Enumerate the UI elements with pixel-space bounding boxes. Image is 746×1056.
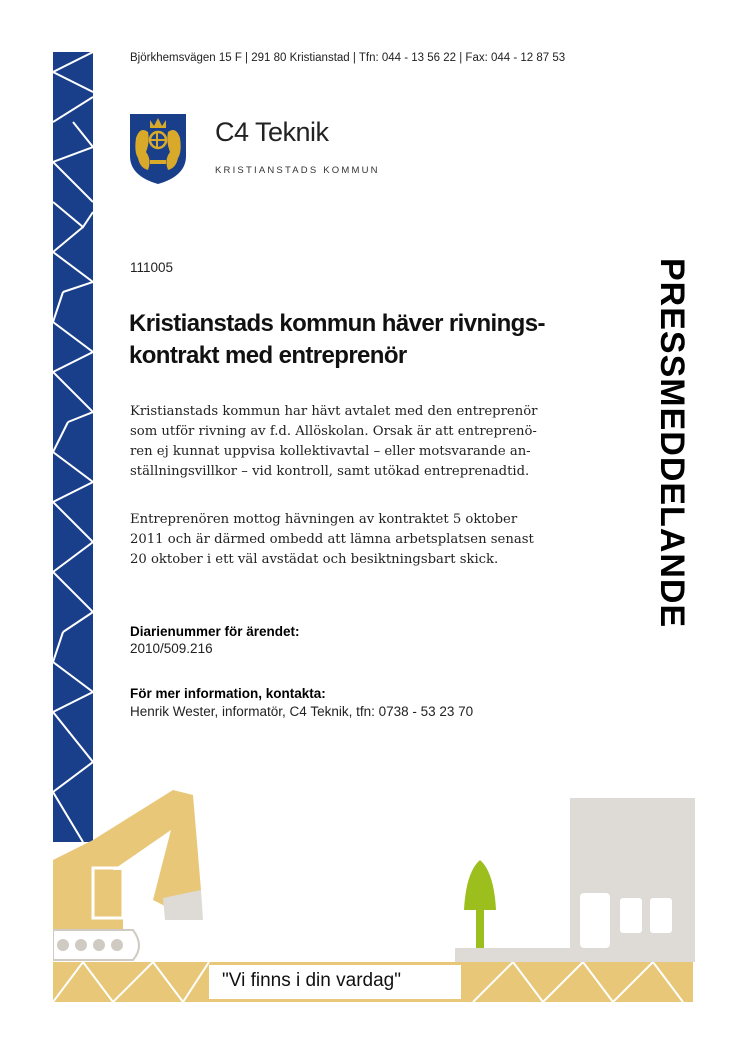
coat-of-arms-logo (128, 112, 188, 186)
diary-value: 2010/509.216 (130, 641, 213, 656)
slogan: "Vi finns i din vardag" (222, 970, 401, 991)
headline-line: Kristianstads kommun häver rivnings- (129, 310, 545, 337)
document-date: 111005 (130, 260, 174, 275)
excavator-illustration (53, 790, 213, 965)
press-release-vertical-label: PRESSMEDDELANDE (653, 258, 691, 629)
header-address: Björkhemsvägen 15 F | 291 80 Kristianstad | Tfn: 044 - 13 56 22 | Fax: 044 - 12 87 53 (130, 52, 566, 64)
paragraph-line: 20 oktober i ett väl avstädat och besiktningsbart skick. (130, 552, 499, 567)
paragraph-line: Entreprenören mottog hävningen av kontraktet 5 oktober (130, 512, 518, 527)
diary-label: Diarienummer för ärendet: (130, 624, 300, 639)
contact-label: För mer information, kontakta: (130, 686, 326, 701)
paragraph-line: Kristianstads kommun har hävt avtalet med den entreprenör (130, 404, 538, 419)
body-paragraph-2 (130, 510, 590, 570)
headline-line: kontrakt med entreprenör (129, 342, 407, 369)
building-illustration (455, 798, 695, 966)
paragraph-line: ren ej kunnat uppvisa kollektivavtal – eller motsvarande an- (130, 444, 531, 459)
org-name: C4 Teknik (215, 117, 329, 147)
blue-stone-border (53, 52, 93, 842)
contact-value: Henrik Wester, informatör, C4 Teknik, tfn: 0738 - 53 23 70 (130, 704, 474, 719)
headline (129, 308, 599, 372)
paragraph-line: som utför rivning av f.d. Allöskolan. Orsak är att entreprenö- (130, 424, 537, 439)
paragraph-line: ställningsvillkor – vid kontroll, samt utökad entreprenadtid. (130, 464, 530, 479)
body-paragraph-1 (130, 402, 590, 482)
org-subtitle: KRISTIANSTADS KOMMUN (215, 165, 380, 176)
paragraph-line: 2011 och är därmed ombedd att lämna arbetsplatsen senast (130, 532, 534, 547)
